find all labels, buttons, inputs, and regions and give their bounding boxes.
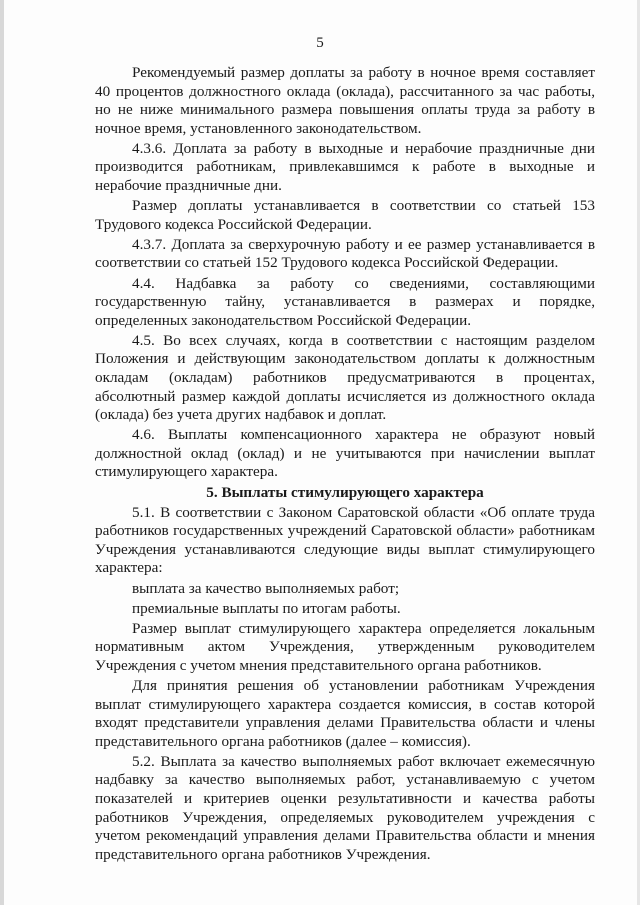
list-item-bonus-payment: премиальные выплаты по итогам работы. bbox=[132, 599, 401, 617]
paragraph-4-6: 4.6. Выплаты компенсационного характера не образуют новый должностной оклад (оклад) и не учитываются при начислении выплат стимулирующего характера. bbox=[95, 426, 595, 481]
list-item-quality-payment: выплата за качество выполняемых работ; bbox=[132, 579, 400, 597]
page-number: 5 bbox=[316, 35, 324, 51]
paragraph-payment-size: Размер выплат стимулирующего характера определяется локальным нормативным актом Учреждения, утвержденным руководителем Учреждения с учетом мнения представительного органа работников. bbox=[95, 619, 595, 674]
paragraph-5-1: 5.1. В соответствии с Законом Саратовской области «Об оплате труда работников государственных учреждений Саратовской области» работникам Учреждения устанавливаются следующие виды выплат стимулирующего характера: bbox=[95, 503, 595, 577]
document-body bbox=[95, 64, 595, 864]
paragraph-commission: Для принятия решения об установлении работникам Учреждения выплат стимулирующего характера создается комиссия, в состав которой входят представители управления делами Правительства области и члены представительного органа работников (далее – комиссия). bbox=[95, 677, 595, 750]
paragraph-4-3-7: 4.3.7. Доплата за сверхурочную работу и ее размер устанавливается в соответствии со статьей 152 Трудового кодекса Российской Федерации. bbox=[95, 235, 595, 272]
paragraph-4-5: 4.5. Во всех случаях, когда в соответствии с настоящим разделом Положения и действующим законодательством доплаты к должностным окладам (окладам) работников предусматриваются в процентах, абсолютный размер каждой доплаты исчисляется из должностного оклада (оклада) без учета других надбавок и доплат. bbox=[95, 331, 595, 424]
section-heading: 5. Выплаты стимулирующего характера bbox=[206, 483, 484, 501]
scan-edge-left bbox=[0, 0, 4, 905]
paragraph-4-3-6: 4.3.6. Доплата за работу в выходные и нерабочие праздничные дни производится работникам, привлекавшимся к работе в выходные и нерабочие праздничные дни. bbox=[95, 139, 595, 195]
paragraph-night-work-rate: Рекомендуемый размер доплаты за работу в ночное время составляет 40 процентов должностного оклада (оклада), рассчитанного за час работы, но не ниже минимального размера повышения оплаты труда за работу в ночное время, установленного законодательством. bbox=[95, 64, 595, 137]
paragraph-article-153: Размер доплаты устанавливается в соответствии со статьей 153 Трудового кодекса Российской Федерации. bbox=[95, 197, 595, 233]
paragraph-5-2: 5.2. Выплата за качество выполняемых работ включает ежемесячную надбавку за качество выполняемых работ, устанавливаемую с учетом показателей и критериев оценки результативности и качества работы работников Учреждения, определяемых руководителем учреждения с учетом рекомендаций управления делами Правительства области и мнения представительного органа работников Учреждения. bbox=[95, 752, 595, 863]
paragraph-4-4: 4.4. Надбавка за работу со сведениями, составляющими государственную тайну, устанавливается в размерах и порядке, определенных законодательством Российской Федерации. bbox=[95, 274, 595, 329]
